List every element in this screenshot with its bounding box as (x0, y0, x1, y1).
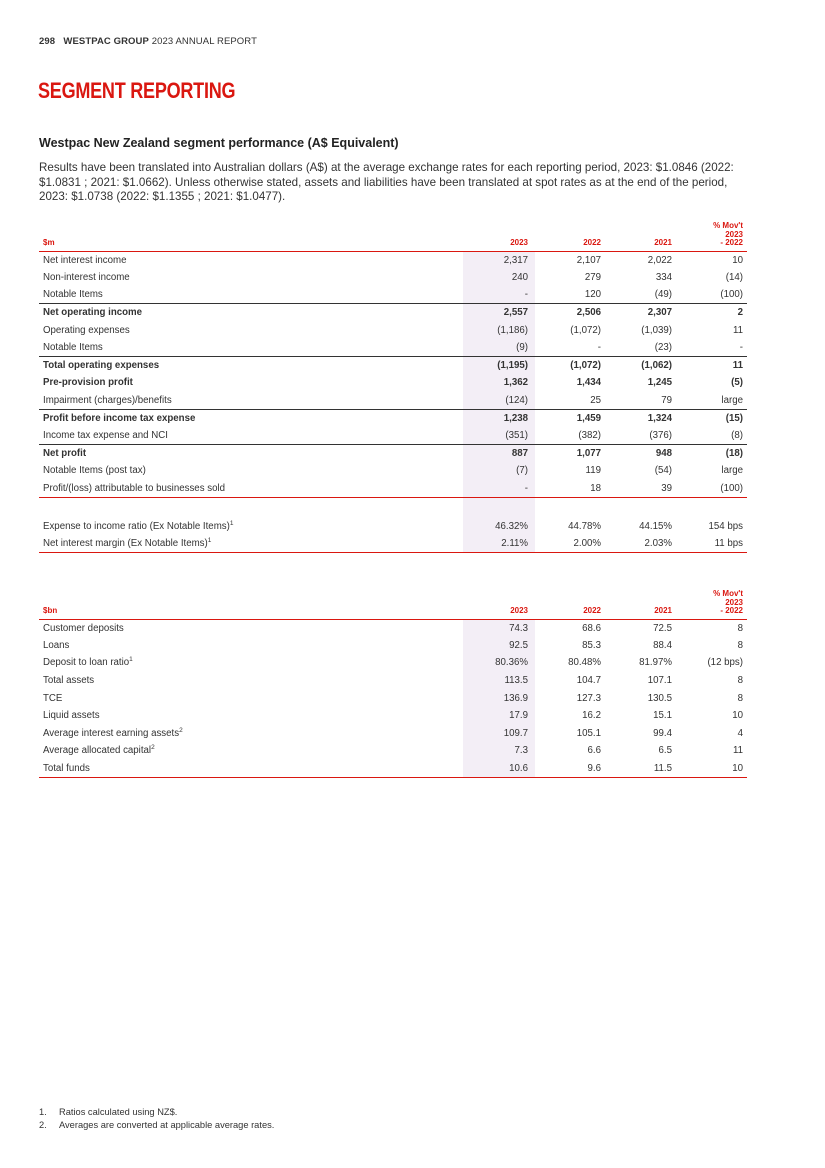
value-2021: 99.4 (653, 727, 672, 739)
value-2022: 6.6 (587, 745, 601, 757)
value-movement: (8) (731, 429, 743, 441)
value-2022: - (597, 342, 601, 354)
row-label-text: Notable Items (43, 289, 103, 301)
value-2023: 2,557 (463, 304, 535, 322)
value-2021: 1,324 (605, 409, 676, 427)
value-2021: (54) (654, 465, 672, 477)
col-header-2022: 2022 (535, 590, 605, 619)
value-2022: 127.3 (576, 692, 601, 704)
value-2023: (1,186) (463, 321, 535, 339)
value-2021: 88.4 (653, 639, 672, 651)
value-movement: 11 (732, 745, 743, 757)
value-2023: 1,362 (463, 374, 535, 392)
table-row (39, 251, 747, 269)
value-2022: (1,072) (570, 324, 601, 336)
row-label (39, 374, 463, 392)
row-label (39, 654, 463, 672)
table-header-row (39, 222, 747, 251)
table-row (39, 286, 747, 304)
row-label-text: Loans (43, 639, 70, 651)
value-2021: 15.1 (653, 710, 672, 722)
value-2022: 2.00% (535, 535, 605, 553)
value-2021: 79 (661, 394, 672, 406)
value-2023: (9) (463, 339, 535, 357)
value-2023: 113.5 (463, 672, 535, 690)
value-2022: (1,072) (535, 357, 605, 375)
row-label (39, 742, 463, 760)
value-movement: 8 (737, 639, 743, 651)
value-movement: (5) (731, 377, 743, 389)
value-2021: (23) (654, 342, 672, 354)
footnote-ref: 1 (229, 519, 234, 527)
table-row (39, 654, 747, 672)
value-2021: 2.03% (605, 535, 676, 553)
value-movement: 11 (676, 357, 747, 375)
footnote-ref: 1 (129, 656, 133, 664)
value-2021: (1,039) (641, 324, 672, 336)
table-row (39, 374, 747, 392)
value-movement: large (721, 394, 743, 406)
value-2023: 240 (463, 269, 535, 287)
table-row (39, 409, 747, 427)
value-2022: 9.6 (535, 760, 605, 778)
col-header-2023: 2023 (463, 222, 535, 251)
value-movement: - (739, 342, 743, 354)
value-2021: 2,307 (605, 304, 676, 322)
value-movement: 10 (732, 254, 743, 266)
value-2022: 2,506 (535, 304, 605, 322)
value-2023: - (463, 480, 535, 498)
value-2022: 18 (535, 480, 605, 498)
value-2021: 72.5 (653, 622, 672, 634)
row-label-text: Customer deposits (43, 622, 124, 634)
balance-table (39, 590, 747, 778)
row-label-text: Notable Items (post tax) (43, 465, 146, 477)
row-label (39, 707, 463, 725)
row-label-text: Deposit to loan ratio (43, 657, 130, 669)
row-label (39, 535, 463, 553)
row-label (39, 462, 463, 480)
header-report: 2023 ANNUAL REPORT (151, 36, 257, 47)
value-2021: 130.5 (647, 692, 672, 704)
row-label-text: Income tax expense and NCI (43, 429, 168, 441)
row-label (39, 392, 463, 410)
table-header-row (39, 590, 747, 619)
value-2023: 2.11% (463, 535, 535, 553)
row-label-text: Profit/(loss) attributable to businesses sold (43, 482, 225, 494)
row-label (39, 760, 463, 778)
table-row (39, 672, 747, 690)
value-movement: (12 bps) (707, 657, 743, 669)
value-movement: 10 (732, 710, 743, 722)
value-movement: (100) (720, 289, 743, 301)
row-label (39, 725, 463, 743)
value-movement: 11 bps (676, 535, 747, 553)
row-label-text: Net interest margin (Ex Notable Items) (43, 537, 208, 549)
row-label-text: Profit before income tax expense (43, 412, 196, 424)
footnote-ref: 1 (207, 536, 212, 544)
table-row (39, 304, 747, 322)
row-label-text: TCE (43, 692, 63, 704)
row-label (39, 689, 463, 707)
value-2022: 25 (590, 394, 601, 406)
row-label-text: Net interest income (43, 254, 127, 266)
table-row (39, 321, 747, 339)
row-label-text: Operating expenses (43, 324, 130, 336)
page-number: 298 (39, 36, 56, 47)
value-movement: (18) (676, 445, 747, 463)
unit-header: $m (39, 222, 463, 251)
value-2021: 81.97% (639, 657, 672, 669)
table-row (39, 725, 747, 743)
footnote-ref: 2 (179, 726, 183, 734)
value-2022: 119 (585, 465, 601, 477)
row-label-text: Pre-provision profit (43, 377, 133, 389)
value-2022: (382) (578, 429, 601, 441)
table-row (39, 535, 747, 553)
table-row (39, 427, 747, 445)
value-2021: 1,245 (647, 377, 672, 389)
value-2023: 46.32% (463, 517, 535, 535)
value-movement: 154 bps (708, 520, 743, 532)
value-2021: 39 (605, 480, 676, 498)
value-movement: 8 (737, 622, 743, 634)
value-2022: 279 (584, 271, 601, 283)
spacer-row (39, 497, 747, 517)
value-2021: 44.15% (639, 520, 672, 532)
value-2021: 107.1 (647, 675, 672, 687)
footnote-ref: 2 (151, 744, 155, 752)
row-label (39, 321, 463, 339)
value-2021: 6.5 (658, 745, 672, 757)
table-row (39, 707, 747, 725)
value-movement: 11 (732, 324, 743, 336)
col-header-2022: 2022 (535, 222, 605, 251)
value-2022: 2,107 (576, 254, 601, 266)
value-movement: (14) (725, 271, 743, 283)
footnotes (39, 1106, 274, 1132)
value-2021: (376) (649, 429, 672, 441)
row-label (39, 427, 463, 445)
value-2023: - (463, 286, 535, 304)
row-label-text: Liquid assets (43, 710, 100, 722)
value-2023: 887 (463, 445, 535, 463)
table-row (39, 445, 747, 463)
value-movement: large (721, 465, 743, 477)
value-movement: (15) (676, 409, 747, 427)
row-label-text: Non-interest income (43, 271, 130, 283)
value-2022: 104.7 (576, 675, 601, 687)
value-2023: 80.36% (463, 654, 535, 672)
value-2022: 1,434 (576, 377, 601, 389)
row-label (39, 286, 463, 304)
col-header-movement: % Mov't 2023 - 2022 (676, 222, 747, 251)
value-2023: 7.3 (463, 742, 535, 760)
table-row (39, 462, 747, 480)
row-label (39, 517, 463, 535)
table-row (39, 392, 747, 410)
row-label-text: Net operating income (43, 307, 143, 319)
row-label (39, 637, 463, 655)
table-row (39, 742, 747, 760)
row-label-text: Average allocated capital (43, 745, 152, 757)
row-label-text: Average interest earning assets (43, 727, 180, 739)
section-title: Westpac New Zealand segment performance (A$ Equivalent) (39, 136, 399, 150)
row-label (39, 339, 463, 357)
value-movement: 2 (676, 304, 747, 322)
table-row (39, 619, 747, 637)
value-2023: 109.7 (463, 725, 535, 743)
value-2022: 68.6 (582, 622, 601, 634)
row-label (39, 672, 463, 690)
value-2023: 74.3 (463, 619, 535, 637)
header-brand: WESTPAC GROUP (63, 36, 149, 47)
col-header-2023: 2023 (463, 590, 535, 619)
value-2023: (124) (463, 392, 535, 410)
row-label (39, 251, 463, 269)
value-2021: 334 (655, 271, 672, 283)
value-2023: 1,238 (463, 409, 535, 427)
row-label (39, 269, 463, 287)
page-title: SEGMENT REPORTING (38, 78, 236, 103)
footnote: 2. Averages are converted at applicable average rates. (39, 1120, 275, 1130)
value-2022: 1,459 (535, 409, 605, 427)
value-2022: 120 (584, 289, 601, 301)
value-2023: (351) (463, 427, 535, 445)
row-label (39, 409, 463, 427)
row-label-text: Net profit (43, 448, 87, 460)
value-2022: 105.1 (576, 727, 601, 739)
value-2021: (49) (654, 289, 672, 301)
value-2023: 10.6 (463, 760, 535, 778)
income-table (39, 222, 747, 553)
table-row (39, 637, 747, 655)
row-label-text: Total assets (43, 675, 95, 687)
value-movement: 10 (676, 760, 747, 778)
value-2022: 80.48% (568, 657, 601, 669)
value-2023: (7) (463, 462, 535, 480)
row-label (39, 357, 463, 375)
table-row (39, 689, 747, 707)
footnote: 1. Ratios calculated using NZ$. (39, 1107, 178, 1117)
row-label-text: Impairment (charges)/benefits (43, 394, 172, 406)
row-label (39, 445, 463, 463)
value-2023: 136.9 (463, 689, 535, 707)
row-label-text: Notable Items (43, 342, 103, 354)
value-movement: 8 (737, 675, 743, 687)
row-label-text: Total funds (43, 762, 90, 774)
row-label (39, 619, 463, 637)
row-label (39, 480, 463, 498)
value-movement: 4 (737, 727, 743, 739)
table-row (39, 480, 747, 498)
col-header-2021: 2021 (605, 222, 676, 251)
unit-header: $bn (39, 590, 463, 619)
value-2021: 2,022 (647, 254, 672, 266)
col-header-movement: % Mov't 2023 - 2022 (676, 590, 747, 619)
value-2022: 1,077 (535, 445, 605, 463)
table-row (39, 339, 747, 357)
table-row (39, 269, 747, 287)
value-2021: (1,062) (605, 357, 676, 375)
value-2023: 92.5 (463, 637, 535, 655)
intro-paragraph: Results have been translated into Australian dollars (A$) at the average exchange rates for each reporting period, 2023: $1.0846 (2022: $1.0831 ; 2021: $1.0662). Unless otherwise stated, assets and liabilities have been translated at spot rates as at the end of the period, 2023: $1.0738 (2022: $1.1355 ; 2021: $1.0477). (39, 161, 734, 203)
value-movement: (100) (676, 480, 747, 498)
table-row (39, 357, 747, 375)
value-2022: 44.78% (568, 520, 601, 532)
value-2022: 85.3 (582, 639, 601, 651)
value-2023: (1,195) (463, 357, 535, 375)
table-row (39, 517, 747, 535)
value-2021: 948 (605, 445, 676, 463)
table-row (39, 760, 747, 778)
row-label-text: Expense to income ratio (Ex Notable Items) (43, 520, 230, 532)
value-movement: 8 (737, 692, 743, 704)
value-2023: 17.9 (463, 707, 535, 725)
value-2023: 2,317 (463, 251, 535, 269)
page-header (39, 36, 257, 47)
col-header-2021: 2021 (605, 590, 676, 619)
row-label (39, 304, 463, 322)
row-label-text: Total operating expenses (43, 360, 160, 372)
value-2021: 11.5 (605, 760, 676, 778)
value-2022: 16.2 (582, 710, 601, 722)
